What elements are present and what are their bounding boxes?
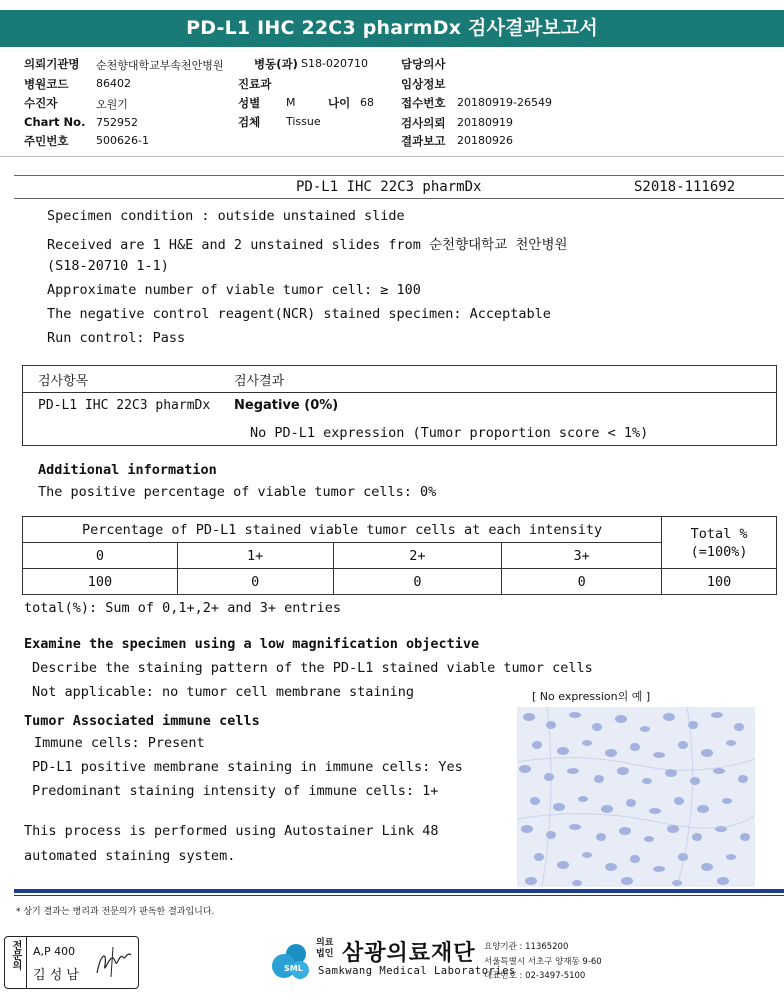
contact-code: 요양기관 : 11365200 bbox=[484, 942, 569, 952]
doctor-label: 담당의사 bbox=[401, 57, 446, 71]
divider bbox=[14, 198, 784, 199]
specimen-label: 검체 bbox=[238, 115, 261, 129]
institution-value: 순천향대학교부속천안병원 bbox=[96, 59, 224, 72]
specimen-value: Tissue bbox=[286, 115, 321, 128]
ward-label: 병동(과) bbox=[254, 57, 298, 71]
specialist-vertical-text: 전문의 bbox=[10, 940, 21, 970]
specialist-name: 김 성 남 bbox=[33, 968, 79, 983]
request-label: 검사의뢰 bbox=[401, 116, 446, 130]
report-title: PD-L1 IHC 22C3 pharmDx 검사결과보고서 bbox=[0, 10, 784, 47]
viable-tumor-count: Approximate number of viable tumor cell: ≥ 100 bbox=[47, 282, 421, 298]
run-control: Run control: Pass bbox=[47, 330, 186, 346]
specialist-box bbox=[4, 936, 139, 989]
resident-value: 500626-1 bbox=[96, 134, 149, 147]
result-value: 20180926 bbox=[457, 134, 513, 147]
total-header-line1: Total % bbox=[690, 525, 748, 542]
ncr-status: The negative control reagent(NCR) stained specimen: Acceptable bbox=[47, 306, 551, 322]
age-label: 나이 bbox=[328, 96, 351, 110]
process-line2: automated staining system. bbox=[24, 848, 236, 864]
immune-line3: Predominant staining intensity of immune cells: 1+ bbox=[32, 783, 439, 799]
accession-label: 접수번호 bbox=[401, 96, 446, 110]
image-caption: [ No expression의 예 ] bbox=[532, 690, 651, 703]
divider bbox=[14, 175, 784, 176]
examine-title: Examine the specimen using a low magnification objective bbox=[24, 636, 480, 652]
clinical-label: 임상정보 bbox=[401, 77, 446, 91]
result-col-result-header: 검사결과 bbox=[234, 374, 285, 389]
patient-info bbox=[0, 0, 784, 160]
divider bbox=[0, 156, 784, 157]
value-cell: 0 bbox=[177, 569, 333, 595]
examine-line1: Describe the staining pattern of the PD-L1 stained viable tumor cells bbox=[32, 660, 593, 676]
institution-label: 의뢰기관명 bbox=[24, 57, 80, 71]
contact-phone: 대표번호 : 02-3497-5100 bbox=[484, 971, 586, 981]
specimen-slide-id: (S18-20710 1-1) bbox=[47, 258, 169, 274]
request-value: 20180919 bbox=[457, 116, 513, 129]
age-value: 68 bbox=[360, 96, 374, 109]
footer-rule-thin bbox=[14, 895, 784, 896]
test-name-heading: PD-L1 IHC 22C3 pharmDx bbox=[296, 179, 482, 195]
recipient-label: 수진자 bbox=[24, 96, 58, 110]
total-header bbox=[662, 517, 777, 569]
level-cell: 1+ bbox=[177, 543, 333, 569]
chart-label: Chart No. bbox=[24, 115, 86, 129]
org-name: 삼광의료재단 bbox=[342, 941, 476, 966]
contact-address: 서울특별시 서초구 양재동 9-60 bbox=[484, 957, 602, 967]
org-prefix bbox=[316, 938, 333, 960]
specimen-condition: Specimen condition : outside unstained slide bbox=[47, 208, 405, 224]
immune-line2: PD-L1 positive membrane staining in immune cells: Yes bbox=[32, 759, 463, 775]
hospital-code-value: 86402 bbox=[96, 77, 131, 90]
ward-value: S18-020710 bbox=[301, 57, 368, 70]
value-cell: 0 bbox=[502, 569, 662, 595]
intensity-table bbox=[22, 516, 777, 595]
specialist-vertical-label bbox=[5, 937, 27, 988]
intensity-header: Percentage of PD-L1 stained viable tumor cells at each intensity bbox=[23, 517, 662, 543]
result-label: 결과보고 bbox=[401, 134, 446, 148]
result-note: No PD-L1 expression (Tumor proportion score < 1%) bbox=[250, 425, 649, 441]
immune-line1: Immune cells: Present bbox=[34, 735, 205, 751]
org-english: Samkwang Medical Laboratories bbox=[318, 965, 516, 977]
sex-label: 성별 bbox=[238, 96, 261, 110]
org-prefix-2: 법인 bbox=[316, 949, 334, 959]
org-prefix-1: 의료 bbox=[316, 938, 334, 948]
footer-note: * 상기 결과는 병리과 전문의가 판독한 결과입니다. bbox=[16, 907, 215, 917]
ap-number: A,P 400 bbox=[33, 945, 76, 958]
total-cell: 100 bbox=[662, 569, 777, 595]
examine-line2: Not applicable: no tumor cell membrane staining bbox=[32, 684, 415, 700]
result-value: Negative (0%) bbox=[234, 398, 339, 413]
resident-label: 주민번호 bbox=[24, 134, 69, 148]
table-footnote: total(%): Sum of 0,1+,2+ and 3+ entries bbox=[24, 600, 341, 616]
hospital-code-label: 병원코드 bbox=[24, 77, 69, 91]
micrograph-image bbox=[517, 707, 755, 887]
accession-value: 20180919-26549 bbox=[457, 96, 552, 109]
sex-value: M bbox=[286, 96, 296, 109]
additional-title: Additional information bbox=[38, 462, 217, 478]
level-cell: 2+ bbox=[333, 543, 502, 569]
value-cell: 0 bbox=[333, 569, 502, 595]
result-box-divider bbox=[22, 392, 777, 393]
result-item: PD-L1 IHC 22C3 pharmDx bbox=[38, 398, 211, 413]
logo-text: SML bbox=[284, 964, 303, 973]
process-line1: This process is performed using Autostainer Link 48 bbox=[24, 823, 439, 839]
footer-rule bbox=[14, 889, 784, 893]
case-number: S2018-111692 bbox=[634, 179, 736, 195]
value-cell: 100 bbox=[23, 569, 178, 595]
sml-logo-icon bbox=[270, 936, 316, 982]
level-cell: 0 bbox=[23, 543, 178, 569]
signature-image bbox=[93, 943, 135, 981]
specimen-received: Received are 1 H&E and 2 unstained slides from 순천향대학교 천안병원 bbox=[47, 237, 568, 253]
total-header-line2: (=100%) bbox=[690, 543, 748, 560]
clinic-label: 진료과 bbox=[238, 77, 272, 91]
level-cell: 3+ bbox=[502, 543, 662, 569]
immune-title: Tumor Associated immune cells bbox=[24, 713, 260, 729]
micrograph-cells bbox=[517, 707, 755, 887]
additional-text: The positive percentage of viable tumor cells: 0% bbox=[38, 484, 437, 500]
recipient-value: 오원기 bbox=[96, 98, 128, 111]
chart-value: 752952 bbox=[96, 116, 138, 129]
result-col-item-header: 검사항목 bbox=[38, 374, 89, 389]
